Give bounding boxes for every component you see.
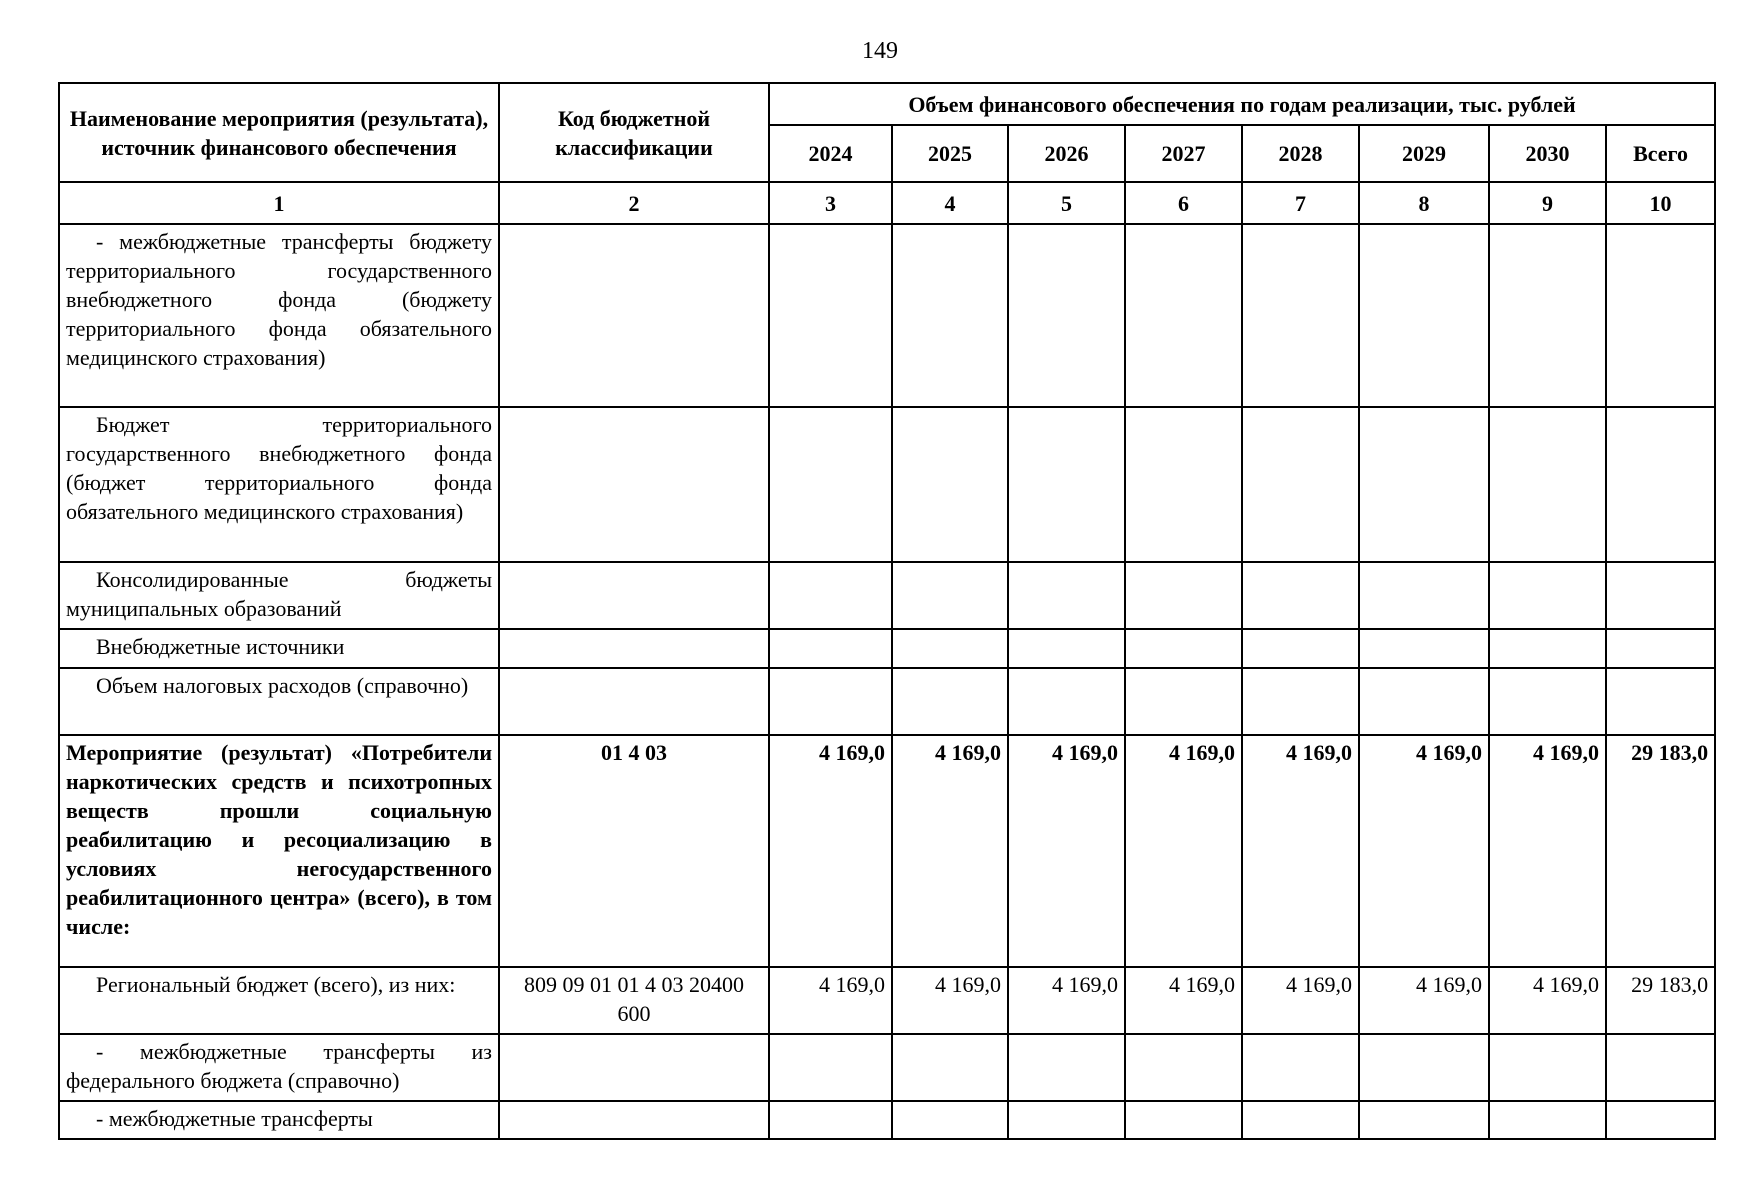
column-number: 3: [769, 182, 892, 224]
row-value: [1008, 668, 1125, 735]
header-code: Код бюджетной классификации: [499, 83, 769, 182]
row-value: [892, 629, 1008, 668]
row-total: [1606, 1101, 1715, 1139]
header-row-top: [59, 83, 1715, 125]
row-value: [1359, 224, 1489, 407]
column-number: 1: [59, 182, 499, 224]
row-value: [1242, 224, 1359, 407]
header-year: 2029: [1359, 125, 1489, 182]
table-row: [59, 967, 1715, 1034]
row-code: [499, 629, 769, 668]
row-code: [499, 1034, 769, 1101]
table-row: [59, 224, 1715, 407]
row-value: 4 169,0: [769, 967, 892, 1034]
header-year: 2026: [1008, 125, 1125, 182]
row-value: [1008, 407, 1125, 562]
row-value: [892, 1034, 1008, 1101]
row-total: [1606, 668, 1715, 735]
header-row-numbers: [59, 182, 1715, 224]
table-row: [59, 629, 1715, 668]
column-number: 4: [892, 182, 1008, 224]
row-value: [1489, 1034, 1606, 1101]
row-value: [769, 1034, 892, 1101]
row-value: [1359, 629, 1489, 668]
row-value: [1125, 1034, 1242, 1101]
row-value: [1125, 224, 1242, 407]
row-value: [1489, 629, 1606, 668]
row-value: [1125, 407, 1242, 562]
row-value: [1489, 1101, 1606, 1139]
row-value: 4 169,0: [1008, 735, 1125, 967]
row-value: [769, 562, 892, 629]
row-value: 4 169,0: [1359, 967, 1489, 1034]
column-number: 9: [1489, 182, 1606, 224]
table-row: [59, 735, 1715, 967]
header-year: 2025: [892, 125, 1008, 182]
column-number: 8: [1359, 182, 1489, 224]
row-name: Бюджет территориального государственного внебюджетного фонда (бюджет территориального фонда обязательного медицинского страхования): [59, 407, 499, 562]
column-number: 7: [1242, 182, 1359, 224]
row-code: 01 4 03: [499, 735, 769, 967]
row-code: [499, 1101, 769, 1139]
row-value: [1242, 629, 1359, 668]
header-years-group: Объем финансового обеспечения по годам реализации, тыс. рублей: [769, 83, 1715, 125]
row-value: [1242, 1101, 1359, 1139]
row-value: [1008, 224, 1125, 407]
row-value: [1242, 562, 1359, 629]
row-total: 29 183,0: [1606, 967, 1715, 1034]
row-total: [1606, 407, 1715, 562]
row-value: 4 169,0: [1242, 967, 1359, 1034]
row-value: [1489, 407, 1606, 562]
header-year: 2028: [1242, 125, 1359, 182]
row-value: [1008, 1101, 1125, 1139]
row-value: [1008, 1034, 1125, 1101]
row-total: [1606, 224, 1715, 407]
row-value: [1008, 562, 1125, 629]
row-value: [1359, 1034, 1489, 1101]
row-value: 4 169,0: [892, 967, 1008, 1034]
row-value: [1125, 668, 1242, 735]
row-value: 4 169,0: [1125, 967, 1242, 1034]
table-row: [59, 668, 1715, 735]
row-value: [892, 224, 1008, 407]
row-value: [1489, 562, 1606, 629]
table-row: [59, 407, 1715, 562]
row-total: [1606, 629, 1715, 668]
row-name: Внебюджетные источники: [59, 629, 499, 668]
column-number: 6: [1125, 182, 1242, 224]
column-number: 2: [499, 182, 769, 224]
row-value: 4 169,0: [892, 735, 1008, 967]
header-total: Всего: [1606, 125, 1715, 182]
column-number: 10: [1606, 182, 1715, 224]
row-total: 29 183,0: [1606, 735, 1715, 967]
row-value: [892, 407, 1008, 562]
header-name: Наименование мероприятия (результата), источник финансового обеспечения: [59, 83, 499, 182]
row-value: [769, 407, 892, 562]
row-value: 4 169,0: [769, 735, 892, 967]
header-year: 2030: [1489, 125, 1606, 182]
header-year: 2024: [769, 125, 892, 182]
row-value: [1359, 407, 1489, 562]
row-value: 4 169,0: [1489, 735, 1606, 967]
financing-table: [58, 82, 1716, 1140]
row-value: 4 169,0: [1125, 735, 1242, 967]
header-year: 2027: [1125, 125, 1242, 182]
row-value: [1359, 1101, 1489, 1139]
row-value: 4 169,0: [1242, 735, 1359, 967]
row-value: [1008, 629, 1125, 668]
row-name: - межбюджетные трансферты: [59, 1101, 499, 1139]
row-value: [769, 668, 892, 735]
row-total: [1606, 562, 1715, 629]
row-value: [1242, 407, 1359, 562]
row-value: [769, 1101, 892, 1139]
table-row: [59, 1034, 1715, 1101]
row-code: [499, 562, 769, 629]
table-row: [59, 1101, 1715, 1139]
row-value: [1489, 224, 1606, 407]
row-value: [769, 629, 892, 668]
page-number: 149: [862, 38, 898, 64]
row-value: [1359, 668, 1489, 735]
row-value: [1125, 1101, 1242, 1139]
row-value: [1242, 1034, 1359, 1101]
row-value: [892, 668, 1008, 735]
row-value: [1125, 629, 1242, 668]
row-name: - межбюджетные трансферты из федерального бюджета (справочно): [59, 1034, 499, 1101]
row-value: [1125, 562, 1242, 629]
row-value: 4 169,0: [1359, 735, 1489, 967]
row-code: 809 09 01 01 4 03 20400 600: [499, 967, 769, 1034]
row-value: 4 169,0: [1489, 967, 1606, 1034]
row-name: Мероприятие (результат) «Потребители наркотических средств и психотропных веществ прошли социальную реабилитацию и ресоциализацию в условиях негосударственного реабилитационного центра» (всего), в том числе:: [59, 735, 499, 967]
row-total: [1606, 1034, 1715, 1101]
row-value: [892, 1101, 1008, 1139]
row-value: [769, 224, 892, 407]
row-value: [1359, 562, 1489, 629]
row-value: [1489, 668, 1606, 735]
row-value: [1242, 668, 1359, 735]
row-name: - межбюджетные трансферты бюджету территориального государственного внебюджетного фонда (бюджету территориального фонда обязательного медицинского страхования): [59, 224, 499, 407]
table-row: [59, 562, 1715, 629]
row-name: Региональный бюджет (всего), из них:: [59, 967, 499, 1034]
row-value: 4 169,0: [1008, 967, 1125, 1034]
row-code: [499, 224, 769, 407]
row-name: Объем налоговых расходов (справочно): [59, 668, 499, 735]
row-name: Консолидированные бюджеты муниципальных образований: [59, 562, 499, 629]
column-number: 5: [1008, 182, 1125, 224]
row-value: [892, 562, 1008, 629]
row-code: [499, 407, 769, 562]
row-code: [499, 668, 769, 735]
